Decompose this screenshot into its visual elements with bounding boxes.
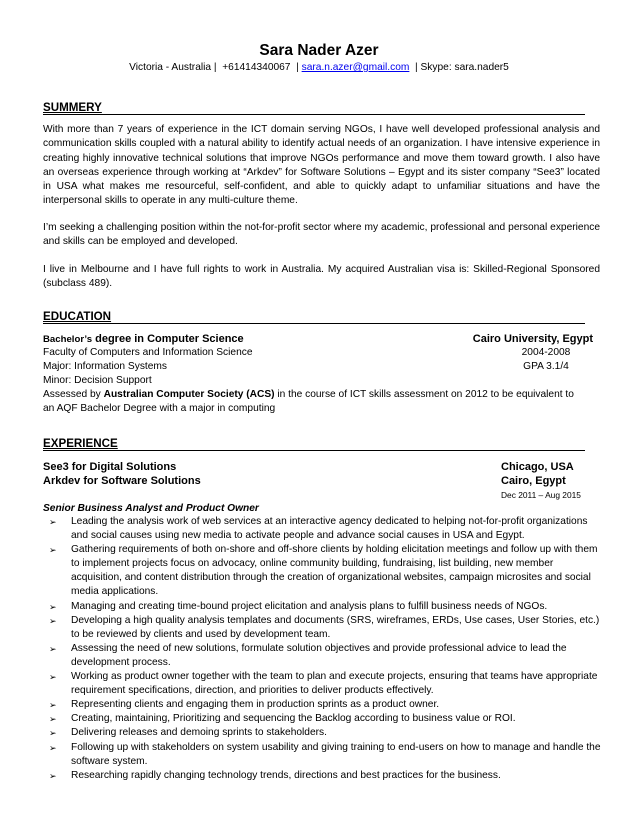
- arrow-right-icon: ➢: [49, 601, 57, 612]
- arrow-right-icon: ➢: [49, 517, 57, 527]
- company-2: Arkdev for Software Solutions: [43, 475, 201, 487]
- responsibility-item: [43, 698, 603, 712]
- responsibility-text: Researching rapidly changing technology trends, directions and best practices for the business.: [71, 769, 501, 781]
- company-2-location: Cairo, Egypt: [501, 475, 566, 487]
- arrow-right-icon: ➢: [49, 714, 57, 725]
- degree-rest: degree in Computer Science: [92, 333, 244, 345]
- acs-name: Australian Computer Society (ACS): [103, 389, 275, 400]
- company-row-2: [43, 474, 593, 488]
- minor-row: [43, 374, 593, 388]
- degree-prefix: Bachelor’s: [43, 334, 93, 345]
- candidate-name: Sara Nader Azer: [259, 42, 379, 59]
- arrow-right-icon: ➢: [49, 700, 57, 711]
- responsibility-text: Delivering releases and demoing sprints to stakeholders.: [71, 727, 327, 739]
- contact-line: Victoria - Australia | +61414340067 | sara.n.azer@gmail.com | Skype: sara.nader5: [129, 62, 509, 73]
- major-row: [43, 360, 593, 374]
- responsibility-text: Working as product owner together with the team to plan and execute projects, ensuring that teams have appropriate requirement specifications, direction, and priorities to deliver products effectively.: [71, 671, 598, 697]
- responsibility-item: [43, 726, 603, 740]
- arrow-right-icon: ➢: [49, 672, 57, 683]
- gpa: GPA 3.1/4: [523, 361, 569, 372]
- years: 2004-2008: [521, 347, 571, 358]
- responsibility-text: Representing clients and engaging them in production sprints as a product owner.: [71, 699, 440, 711]
- responsibility-item: [43, 712, 603, 726]
- responsibility-item: [43, 515, 603, 543]
- summary-paragraph-1: With more than 7 years of experience in the ICT domain serving NGOs, I have well developed professional analysis and communication skills coupled with a natural ability to identify actual needs of an organization. I have intensive experience in creating highly innovative technical solutions that improve NGOs performance and move them toward growth. I also have an overseas experience through working at “Arkdev” for Software Solutions – Egypt and its sister company “See3” located in USA what makes me resourceful, self-confident, and able to quickly adapt to unfamiliar situations and have the interpersonal skills to operate in any multi-culture theme.: [43, 124, 600, 207]
- skype: Skype: sara.nader5: [420, 62, 509, 73]
- faculty: Faculty of Computers and Information Science: [43, 347, 253, 358]
- responsibility-text: Managing and creating time-bound project elicitation and analysis plans to fulfill business needs of NGOs.: [71, 600, 548, 612]
- responsibility-item: [43, 741, 603, 769]
- faculty-row: [43, 346, 593, 360]
- company-1: See3 for Digital Solutions: [43, 461, 177, 473]
- arrow-right-icon: ➢: [49, 643, 57, 654]
- responsibility-item: [43, 670, 603, 698]
- email-link[interactable]: sara.n.azer@gmail.com: [301, 62, 410, 73]
- responsibility-text: Assessing the need of new solutions, formulate solution objectives and provide professional advice to lead the development process.: [71, 642, 567, 668]
- responsibility-text: Gathering requirements of both on-shore and off-shore clients by holding elicitation meetings and follow up with them to implement projects focus on advocacy, online community building, fundraising, list building, new member acquisition, and content distribution through the creation of organizational websites, campaign microsites and social media applications.: [71, 544, 598, 598]
- company-row-1: [43, 460, 593, 474]
- assessment-text: Assessed by Australian Computer Society (ACS) in the course of ICT skills assessment on 2012 to be equivalent to an AQF Bachelor Degree with a major in computing: [43, 389, 574, 415]
- arrow-right-icon: ➢: [49, 545, 57, 556]
- company-1-location: Chicago, USA: [501, 461, 574, 473]
- arrow-right-icon: ➢: [49, 742, 57, 753]
- summary-heading: SUMMERY: [43, 101, 585, 115]
- responsibilities-list: [43, 515, 603, 783]
- dates-row: [43, 488, 593, 502]
- arrow-right-icon: ➢: [49, 615, 57, 626]
- responsibility-item: [43, 769, 603, 783]
- location: Victoria - Australia: [129, 62, 212, 73]
- summary-paragraph-3: I live in Melbourne and I have full rights to work in Australia. My acquired Australian visa is: Skilled-Regional Sponsored (subclass 489).: [43, 264, 600, 290]
- responsibility-text: Creating, maintaining, Prioritizing and sequencing the Backlog according to business value or ROI.: [71, 713, 516, 725]
- responsibility-item: [43, 614, 603, 642]
- responsibility-item: [43, 543, 603, 599]
- summary-paragraph-2: I’m seeking a challenging position within the not-for-profit sector where my academic, professional and personal experience and skills can be employed and developed.: [43, 222, 600, 248]
- education-heading: EDUCATION: [43, 310, 585, 324]
- arrow-right-icon: ➢: [49, 770, 57, 781]
- responsibility-text: Leading the analysis work of web services at an interactive agency dedicated to helping not-for-profit organizations and social causes using new media to activate people and advance social causes in USA and Egypt.: [71, 516, 588, 542]
- job-role: Senior Business Analyst and Product Owner: [43, 503, 259, 514]
- major: Major: Information Systems: [43, 361, 167, 372]
- arrow-right-icon: ➢: [49, 728, 57, 739]
- employment-dates: Dec 2011 – Aug 2015: [501, 490, 581, 500]
- responsibility-text: Following up with stakeholders on system usability and giving training to end-users on how to manage and handle the software system.: [71, 741, 601, 767]
- degree-row: [43, 332, 593, 346]
- responsibility-text: Developing a high quality analysis templates and documents (SRS, wireframes, ERDs, Use cases, User Stories, etc.) to be reviewed by clients and used by development team.: [71, 614, 600, 640]
- responsibility-item: [43, 642, 603, 670]
- university: Cairo University, Egypt: [472, 333, 593, 345]
- responsibility-item: [43, 600, 603, 614]
- phone: +61414340067: [222, 62, 291, 73]
- minor: Minor: Decision Support: [43, 375, 152, 386]
- experience-heading: EXPERIENCE: [43, 437, 585, 451]
